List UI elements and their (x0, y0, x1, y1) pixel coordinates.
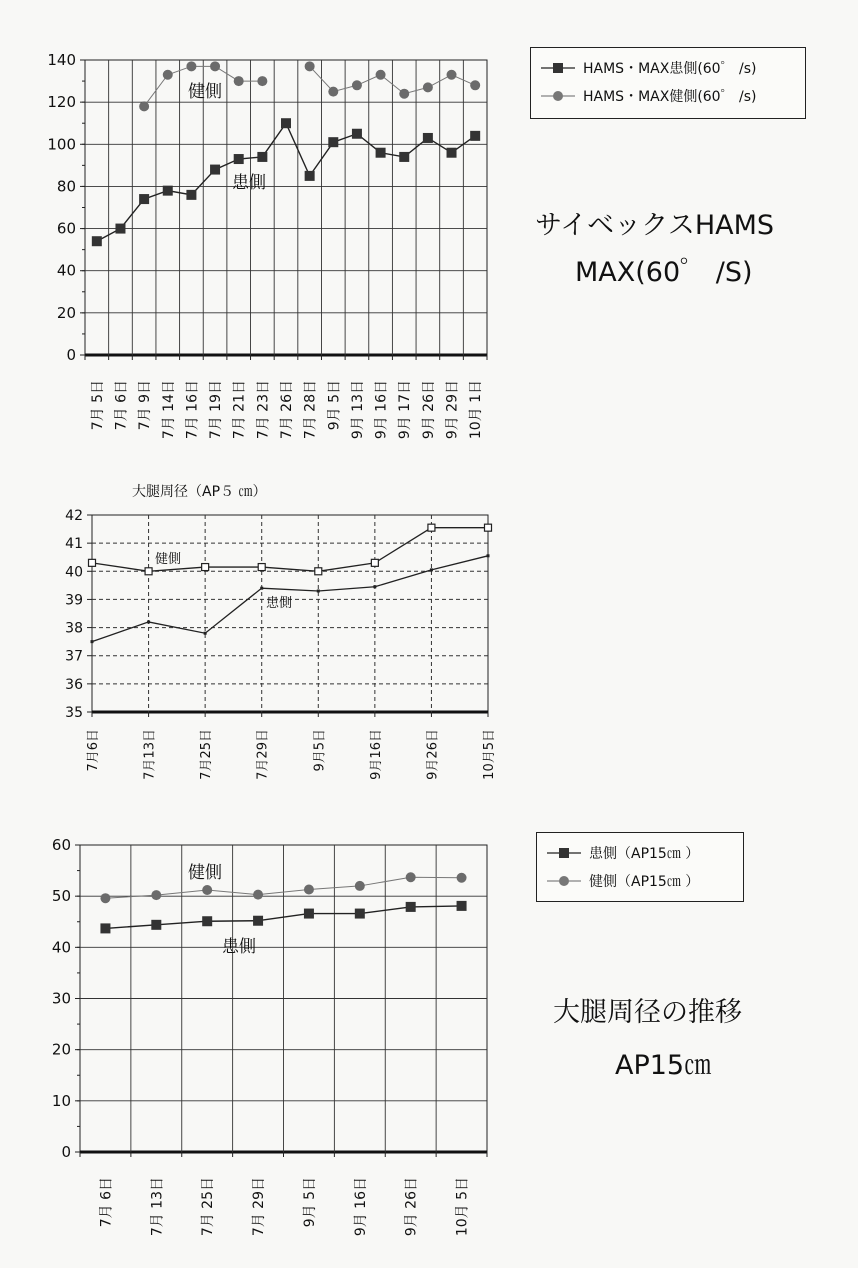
legend-square-marker-icon (541, 62, 575, 74)
data-point-circle (202, 885, 212, 895)
data-point-square (304, 909, 314, 919)
x-tick-label: 10月 1日 (468, 380, 485, 440)
series-annotation: 患側 (266, 596, 293, 611)
y-tick-label: 39 (65, 592, 83, 609)
y-tick-label: 10 (51, 1091, 71, 1110)
x-tick-label: 7月 9日 (137, 380, 154, 431)
y-tick-label: 140 (47, 51, 76, 69)
x-tick-label: 9月 17日 (397, 380, 414, 440)
legend-label: 患側（AP15㎝ ） (589, 846, 700, 862)
hams-chart-subtitle: MAX(60゜ /S) (575, 257, 753, 288)
x-tick-label: 9月 13日 (349, 380, 366, 440)
x-tick-label: 7月 26日 (279, 380, 295, 440)
ap5-chart-title: 大腿周径（AP５ ㎝） (132, 484, 267, 500)
data-point-circle (355, 881, 365, 891)
hams-chart-legend (530, 47, 806, 119)
legend-square-marker-icon (547, 847, 581, 859)
y-tick-label: 50 (51, 887, 71, 906)
y-tick-label: 42 (65, 508, 83, 524)
x-tick-label: 7月 13日 (149, 1177, 166, 1237)
x-tick-label: 7月 5日 (89, 380, 106, 431)
data-point-square (151, 920, 161, 930)
x-tick-label: 7月 25日 (200, 1177, 217, 1237)
x-tick-label: 9月26日 (425, 729, 441, 780)
y-tick-label: 80 (56, 177, 76, 196)
y-tick-label: 20 (51, 1040, 71, 1059)
x-tick-label: 7月 23日 (255, 380, 272, 440)
x-tick-label: 7月 29日 (251, 1177, 268, 1237)
x-tick-label: 7月 28日 (302, 380, 319, 440)
legend-entry-healthy (547, 867, 733, 895)
y-tick-label: 41 (65, 536, 83, 553)
y-tick-label: 120 (47, 93, 76, 112)
x-tick-label: 7月25日 (199, 729, 215, 780)
data-point-square (202, 916, 212, 926)
hams-chart-title: サイベックスHAMS (535, 210, 775, 241)
x-tick-label: 7月 6日 (113, 380, 130, 431)
series-annotation: 健側 (155, 552, 182, 567)
y-tick-label: 20 (56, 303, 76, 322)
data-point-circle (406, 872, 416, 882)
y-tick-label: 35 (65, 705, 83, 721)
x-tick-label: 7月6日 (86, 729, 101, 772)
y-tick-label: 36 (65, 676, 83, 693)
y-tick-label: 40 (56, 261, 76, 280)
y-tick-label: 40 (65, 564, 83, 581)
data-point-circle (253, 890, 263, 900)
x-tick-label: 9月 5日 (326, 380, 343, 431)
ap15-chart-title: 大腿周径の推移 (553, 997, 742, 1028)
x-tick-label: 7月 21日 (231, 380, 248, 440)
ap15-chart-subtitle: AP15㎝ (615, 1050, 712, 1081)
legend-entry-affected (541, 54, 795, 82)
series-annotation: 患側 (222, 937, 256, 957)
data-point-circle (457, 873, 467, 883)
y-tick-label: 37 (65, 648, 83, 665)
series-annotation: 健側 (188, 82, 222, 102)
legend-circle-marker-icon (541, 90, 575, 102)
legend-label: HAMS・MAX健側(60゜ /s) (583, 89, 757, 105)
legend-label: HAMS・MAX患側(60゜ /s) (583, 61, 757, 77)
x-tick-label: 7月 19日 (208, 380, 225, 440)
x-tick-label: 9月16日 (368, 729, 384, 780)
x-tick-label: 9月 29日 (444, 380, 461, 440)
y-tick-label: 100 (47, 135, 76, 154)
x-tick-label: 7月 16日 (184, 380, 201, 440)
legend-entry-healthy (541, 82, 795, 110)
x-tick-label: 10月 5日 (454, 1177, 471, 1237)
y-tick-label: 40 (51, 938, 71, 957)
x-tick-label: 9月 16日 (352, 1177, 369, 1237)
y-tick-label: 0 (61, 1143, 71, 1161)
series-annotation: 健側 (188, 863, 222, 883)
series-annotation: 患側 (232, 173, 266, 193)
y-tick-label: 60 (51, 836, 71, 854)
y-tick-label: 30 (51, 989, 71, 1008)
data-point-square (406, 902, 416, 912)
data-point-square (355, 909, 365, 919)
x-tick-label: 7月13日 (142, 729, 158, 780)
y-tick-label: 0 (66, 346, 76, 364)
y-tick-label: 60 (56, 219, 76, 238)
x-tick-label: 9月 5日 (301, 1177, 318, 1228)
x-tick-label: 9月 26日 (403, 1177, 420, 1237)
x-tick-label: 7月 14日 (160, 380, 177, 440)
x-tick-label: 7月 6日 (98, 1177, 115, 1228)
legend-circle-marker-icon (547, 875, 581, 887)
legend-label: 健側（AP15㎝ ） (589, 874, 700, 890)
legend-entry-affected (547, 839, 733, 867)
x-tick-label: 9月 16日 (373, 380, 390, 440)
x-tick-label: 9月5日 (312, 729, 328, 772)
x-tick-label: 9月 26日 (420, 380, 437, 440)
y-tick-label: 38 (65, 620, 83, 637)
data-point-square (457, 901, 467, 911)
data-point-circle (151, 890, 161, 900)
x-tick-label: 10月5日 (482, 729, 497, 780)
data-point-square (100, 923, 110, 933)
data-point-square (253, 916, 263, 926)
data-point-circle (304, 885, 314, 895)
x-tick-label: 7月29日 (255, 729, 271, 780)
ap15-chart-legend (536, 832, 744, 902)
data-point-circle (100, 893, 110, 903)
